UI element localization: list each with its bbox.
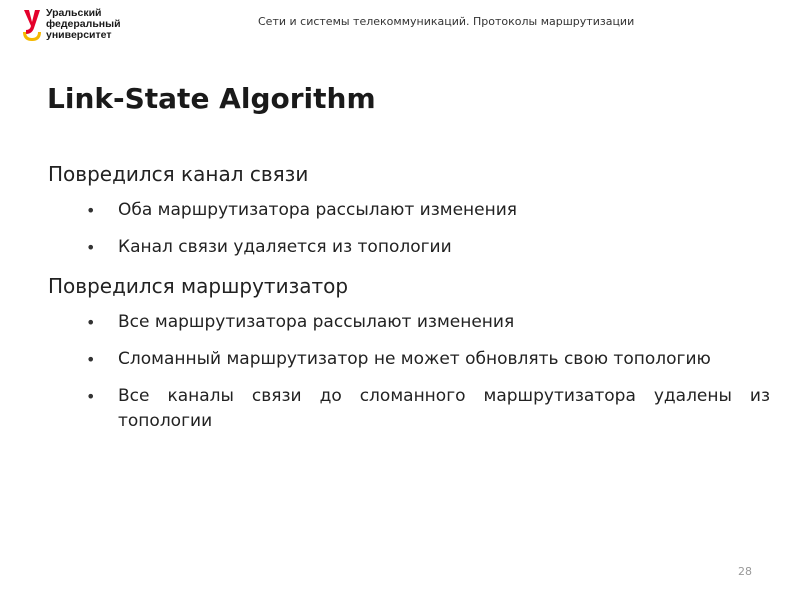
course-title: Сети и системы телекоммуникаций. Протоколы маршрутизации xyxy=(258,15,635,28)
logo-line-2: федеральный xyxy=(46,18,121,30)
bullet-list xyxy=(48,198,770,260)
logo-line-1: Уральский xyxy=(46,7,102,19)
section-link-failure xyxy=(48,160,770,260)
list-item xyxy=(48,235,770,260)
list-item xyxy=(48,384,770,434)
list-item xyxy=(48,347,770,372)
page-number: 28 xyxy=(738,565,752,578)
list-item xyxy=(48,310,770,335)
slide-content xyxy=(48,160,770,446)
bullet-icon: • xyxy=(86,387,96,406)
bullet-icon: • xyxy=(86,350,96,369)
bullet-icon: • xyxy=(86,313,96,332)
section-heading: Повредился маршрутизатор xyxy=(48,274,349,298)
section-heading: Повредился канал связи xyxy=(48,162,309,186)
list-item xyxy=(48,198,770,223)
slide-title: Link-State Algorithm xyxy=(47,82,376,115)
bullet-icon: • xyxy=(86,238,96,257)
urfu-logo-icon xyxy=(22,8,42,42)
bullet-text: Оба маршрутизатора рассылают изменения xyxy=(118,200,518,220)
logo-line-3: университет xyxy=(46,29,112,41)
bullet-text: Все маршрутизатора рассылают изменения xyxy=(118,312,515,332)
bullet-text: Все каналы связи до сломанного маршрутизатора удалены из топологии xyxy=(118,386,770,431)
section-router-failure xyxy=(48,272,770,434)
bullet-list xyxy=(48,310,770,434)
bullet-icon: • xyxy=(86,201,96,220)
logo-text xyxy=(46,8,121,41)
university-logo xyxy=(22,8,132,44)
bullet-text: Канал связи удаляется из топологии xyxy=(118,237,452,257)
bullet-text: Сломанный маршрутизатор не может обновлять свою топологию xyxy=(118,349,711,369)
